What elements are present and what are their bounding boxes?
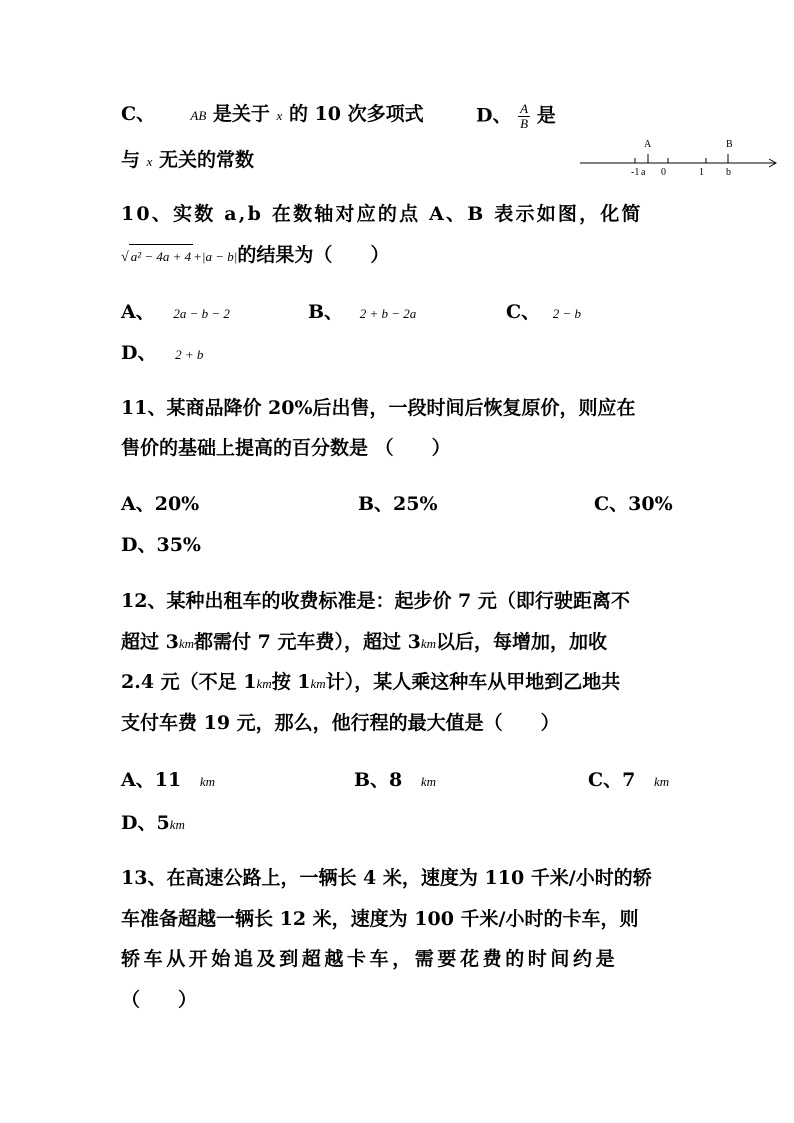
q9-c-var: x xyxy=(276,108,283,123)
q9-cont-text2: 无关的常数 xyxy=(159,149,255,171)
q12-c-unit: km xyxy=(653,774,670,789)
q9-continuation xyxy=(121,148,254,174)
q10-option-a xyxy=(121,300,230,326)
q13-line1: 13、在高速公路上，一辆长 4 米，速度为 110 千米/小时的轿 xyxy=(121,867,652,889)
q13-line3: 轿车从开始追及到超越卡车，需要花费的时间约是 xyxy=(121,948,619,970)
q12-line3b: 按 1 xyxy=(271,671,311,693)
point-label-a: A xyxy=(644,139,652,150)
q12-line1: 12、某种出租车的收费标准是：起步价 7 元（即行驶距离不 xyxy=(121,590,630,612)
q10-option-b xyxy=(308,300,416,326)
q10-abs: +|a − b| xyxy=(193,249,238,264)
q10-radical: a² − 4a + 4 xyxy=(129,244,193,269)
tick-label-1: 1 xyxy=(699,167,704,178)
q12-unit-2: km xyxy=(420,636,436,651)
q9-c-label: C、 xyxy=(121,103,156,125)
q12-line3 xyxy=(121,670,620,696)
tick-label-0: 0 xyxy=(661,167,666,178)
q9-d-denominator: B xyxy=(520,116,529,131)
q13-line2: 车准备超越一辆长 12 米，速度为 100 千米/小时的卡车，则 xyxy=(121,908,639,930)
q11-line2: 售价的基础上提高的百分数是 （ ） xyxy=(121,437,451,459)
q12-line3c: 计），某人乘这种车从甲地到乙地共 xyxy=(325,671,621,693)
q13-line4: （ ） xyxy=(121,989,198,1011)
q12-line4: 支付车费 19 元，那么，他行程的最大值是（ ） xyxy=(121,712,560,734)
q12-line2c: 以后，每增加，加收 xyxy=(435,631,607,653)
q10-b-label: B、 xyxy=(308,301,344,323)
q12-line2 xyxy=(121,630,607,656)
q9-d-text: 是 xyxy=(536,104,556,127)
q12-option-a xyxy=(121,768,215,794)
q12-a-unit: km xyxy=(199,774,215,789)
q12-option-c xyxy=(588,768,669,794)
q12-a-label: A、11 xyxy=(121,769,182,791)
q12-unit-4: km xyxy=(310,676,326,691)
q10-d-value: 2 + b xyxy=(175,347,204,362)
q12-option-b xyxy=(354,768,436,794)
q10-option-c xyxy=(506,300,581,326)
q12-b-unit: km xyxy=(420,774,437,789)
q10-a-value: 2a − b − 2 xyxy=(173,306,230,321)
q12-line3a: 2.4 元（不足 1 xyxy=(121,671,257,693)
q9-c-text1: 是关于 xyxy=(212,103,270,125)
q12-d-unit: km xyxy=(169,817,185,832)
q11-line1: 11、某商品降价 20%后出售，一段时间后恢复原价，则应在 xyxy=(121,397,636,419)
q12-c-label: C、7 xyxy=(588,769,636,791)
q12-option-d xyxy=(121,811,185,837)
q9-cont-var: x xyxy=(146,154,153,169)
point-label-b: B xyxy=(726,139,733,150)
q10-line2: √ a² − 4a + 4 +|a − b|的结果为（ ） xyxy=(121,243,389,270)
q9-option-d xyxy=(476,102,556,131)
q10-b-value: 2 + b − 2a xyxy=(359,306,417,321)
q12-unit-3: km xyxy=(256,676,272,691)
tick-label-neg1: -1 xyxy=(631,167,640,178)
q9-c-text2: 的 10 次多项式 xyxy=(288,103,424,125)
q12-line2b: 都需付 7 元车费），超过 3 xyxy=(194,631,421,653)
q9-d-label: D、 xyxy=(476,104,512,127)
q11-option-d: D、35% xyxy=(121,534,201,556)
tick-label-a: a xyxy=(641,167,646,178)
q9-c-math: AB xyxy=(190,108,207,123)
q10-d-label: D、 xyxy=(121,342,157,364)
q12-line2a: 超过 3 xyxy=(121,631,179,653)
q9-d-fraction xyxy=(518,102,530,131)
q12-b-label: B、8 xyxy=(354,769,403,791)
q10-line1: 10、实数 a,b 在数轴对应的点 A、B 表示如图，化简 xyxy=(121,203,643,225)
q12-d-label: D、5 xyxy=(121,812,170,834)
q11-option-c: C、30% xyxy=(594,493,673,515)
q9-d-numerator: A xyxy=(520,101,529,116)
q9-option-c xyxy=(121,102,424,128)
q11-option-a: A、20% xyxy=(121,493,200,515)
q10-option-d xyxy=(121,341,203,367)
tick-label-b: b xyxy=(726,167,731,178)
q10-a-label: A、 xyxy=(121,301,155,323)
q12-unit-1: km xyxy=(178,636,195,651)
q10-c-value: 2 − b xyxy=(552,306,582,321)
q11-option-b: B、25% xyxy=(358,493,438,515)
q10-c-label: C、 xyxy=(506,301,541,323)
number-line-figure xyxy=(575,133,785,183)
q9-cont-text1: 与 xyxy=(121,149,141,171)
q10-line2-tail: 的结果为（ ） xyxy=(237,244,390,266)
